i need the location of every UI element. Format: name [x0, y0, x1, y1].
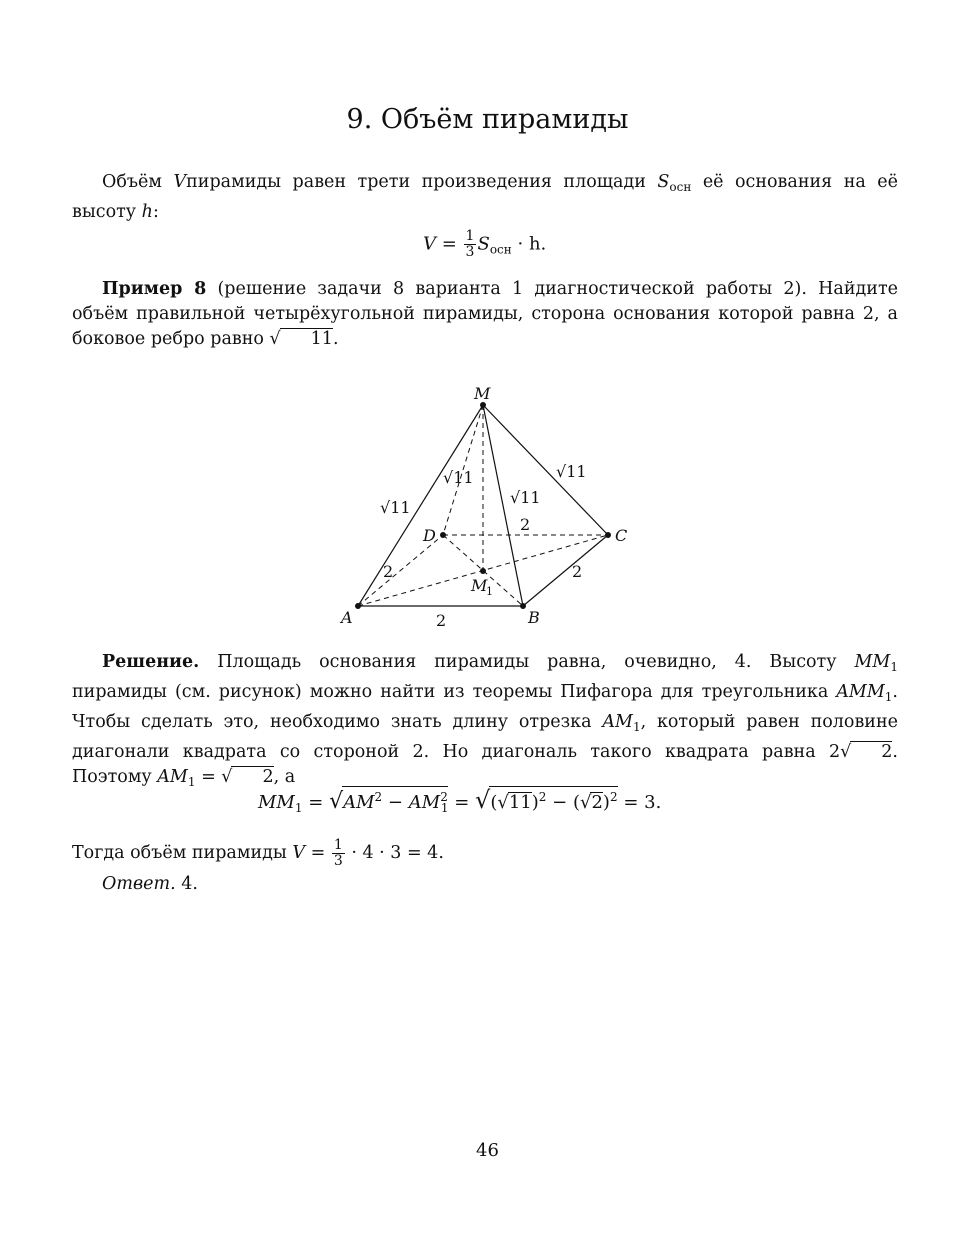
- example-paragraph: Пример 8 (решение задачи 8 варианта 1 диагностической работы 2). Найдите объём правильной четырёхугольной пирамиды, сторона основания которой равна 2, а боковое ребро равно √ 11.: [72, 279, 898, 349]
- section-title: 9. Объём пирамиды: [346, 104, 629, 135]
- edge-BC: [523, 535, 608, 606]
- pyramid-figure: [330, 378, 640, 633]
- label-A: A: [341, 608, 353, 627]
- side-label-DC: 2: [520, 515, 531, 534]
- volume-formula: V = $\frac{1}{3}$ $S_{осн} \cdot h$.: [423, 228, 547, 260]
- label-M1-sub: 1: [486, 585, 493, 598]
- label-B: B: [528, 608, 540, 627]
- edge-label-MB: √11: [510, 488, 541, 507]
- edge-label-MA: √11: [380, 498, 411, 517]
- edge-label-MC: √11: [556, 462, 587, 481]
- edge-MC: [483, 405, 608, 535]
- side-label-BC: 2: [572, 562, 583, 581]
- point-A: [355, 603, 361, 609]
- edge-label-MD: √11: [443, 468, 474, 487]
- label-M: M: [474, 384, 491, 403]
- volume-paragraph: Тогда объём пирамиды V = $\frac{1}{3}$ · 4 · 3 = 4.: [72, 837, 444, 869]
- point-D: [440, 532, 446, 538]
- intro-paragraph: Объём Vпирамиды равен трети произведения площади $S_{осн}$ её основания на её высоту h:: [72, 172, 898, 222]
- answer-paragraph: Ответ. 4.: [102, 874, 198, 894]
- edge-AD: [358, 535, 443, 606]
- page-number: 46: [476, 1140, 499, 1161]
- side-label-AB: 2: [436, 611, 447, 630]
- point-C: [605, 532, 611, 538]
- side-label-AD: 2: [383, 562, 394, 581]
- point-B: [520, 603, 526, 609]
- label-M1: M: [471, 576, 488, 595]
- label-D: D: [423, 526, 436, 545]
- point-M1: [480, 568, 486, 574]
- solution-paragraph: Решение. Площадь основания пирамиды равна, очевидно, 4. Высоту $MM_1$ пирамиды (см. рисунок) можно найти из теоремы Пифагора для треугольника $AMM_1$. Чтобы сделать это, необходимо знать длину отрезка $AM_1$, который равен половине диагонали квадрата со стороной 2. Но диагональ такого квадрата равна 2√ 2. Поэтому $AM_1$ = √ 2, а: [72, 652, 898, 789]
- label-C: C: [615, 526, 628, 545]
- height-formula: $MM_1 = √AM^2 - AM^2_1 = √(√11)^2 - (√2)^2 = 3$.: [258, 786, 661, 818]
